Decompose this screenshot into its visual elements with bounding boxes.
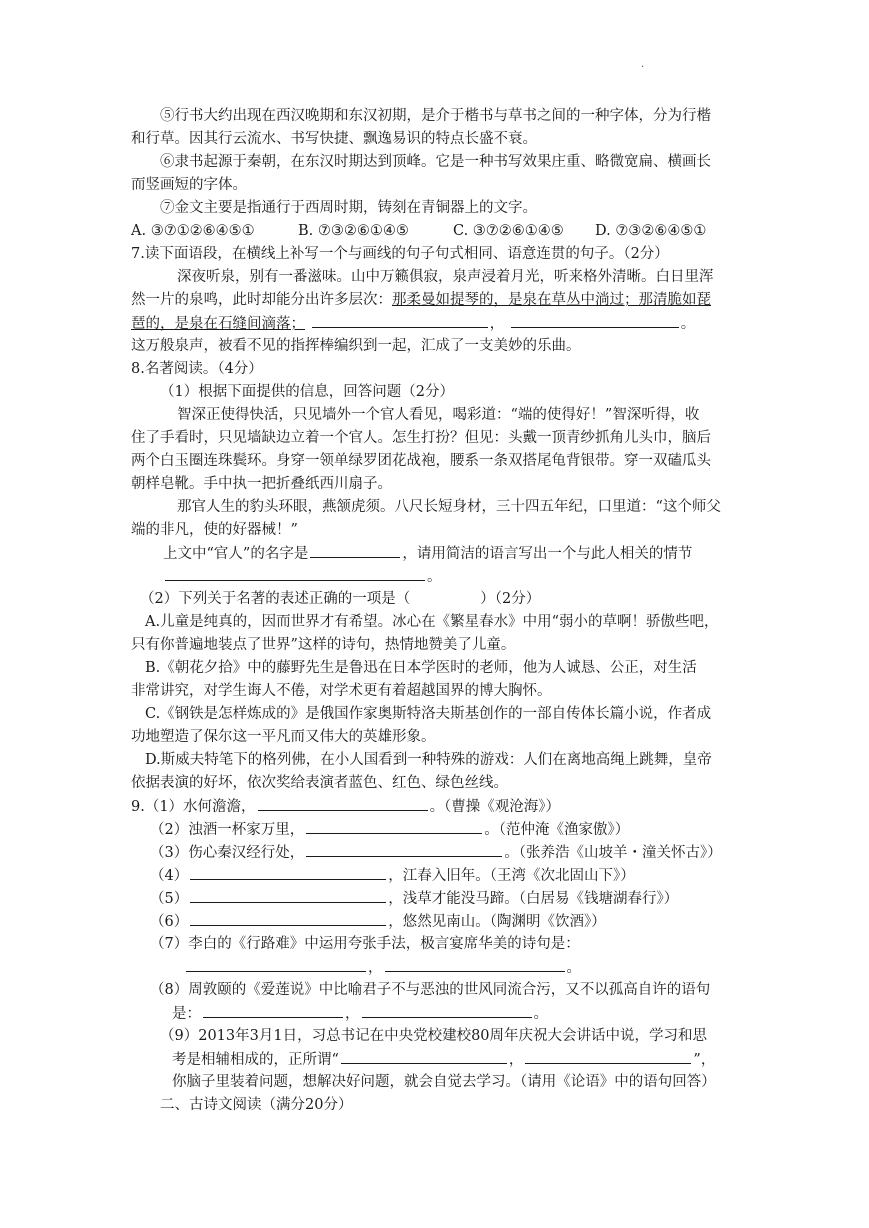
option-5-text-line2: 和行草。因其行云流水、书写快捷、飘逸易识的特点长盛不衰。	[131, 131, 537, 147]
poem-text: （3）伤心秦汉经行处，	[150, 845, 305, 861]
option-b-line1: B.《朝花夕拾》中的藤野先生是鲁迅在日本学医时的老师，他为人诚恳、公正，对生活	[145, 660, 697, 676]
prompt-text: （2）下列关于名著的表述正确的一项是（	[140, 591, 411, 607]
question-7-passage-line4: 这万般泉声，被看不见的指挥棒编织到一起，汇成了一支美妙的乐曲。	[131, 338, 581, 354]
answer-blank-7a[interactable]	[312, 312, 488, 328]
answer-blank-9-5[interactable]	[190, 887, 386, 903]
answer-blank-9-1[interactable]	[258, 795, 428, 811]
poem-fill-9-line3: 你脑子里装着问题，想解决好问题，就会自觉去学习。（请用《论语》中的语句回答）	[172, 1074, 716, 1090]
option-a-line1: A.儿童是纯真的，因而世界才有希望。冰心在《繁星春水》中用“弱小的草啊！骄傲些吧，	[145, 614, 719, 630]
poem-fill-1	[131, 795, 560, 818]
poem-number: （6）	[150, 914, 189, 930]
question-7-passage-line1: 深夜听泉，别有一番滋味。山中万籁俱寂，泉声浸着月光，听来格外清晰。白日里浑	[177, 269, 714, 285]
answer-choice-b: B. ⑦③②⑥①④⑤	[298, 223, 409, 239]
option-d-line2: 依据表演的好坏，依次奖给表演者蓝色、红色、绿色丝线。	[131, 775, 508, 791]
blank-separator: ，	[489, 316, 505, 332]
answer-choice-a: A. ③⑦①②⑥④⑤①	[131, 223, 255, 239]
option-a-line2: 只有你普遍地装点了世界”这样的诗句，热情地赞美了儿童。	[131, 637, 516, 653]
poem-text: ，江春入旧年。（王湾《次北固山下》）	[388, 868, 635, 884]
excerpt-line6: 端的非凡，使的好器械！”	[131, 522, 298, 538]
question-8-1-plot-line	[163, 565, 442, 588]
excerpt-line4: 朝样皂靴。手中执一把折叠纸西川扇子。	[131, 476, 392, 492]
question-8-2-prompt	[140, 588, 540, 610]
prompt-score: ）（2分）	[480, 591, 541, 607]
poem-text: 9.（1）水何澹澹，	[131, 799, 256, 815]
excerpt-line3: 两个白玉圈连珠鬓环。身穿一领单绿罗团花战袍，腰系一条双搭尾龟背银带。穿一双磕瓜头	[131, 453, 711, 469]
question-7-prompt: 7.读下面语段，在横线上补写一个与画线的句子句式相同、语意连贯的句子。（2分）	[131, 246, 669, 262]
poem-fill-3	[150, 841, 722, 864]
answer-blank-9-8a[interactable]	[203, 1002, 343, 1018]
poem-fill-4	[150, 864, 635, 887]
answer-blank-official-name[interactable]	[310, 542, 400, 558]
option-6-text-line1: ⑥隶书起源于秦朝，在东汉时期达到顶峰。它是一种书写效果庄重、略微宽扁、横画长	[160, 154, 711, 170]
blank-separator: ，	[345, 1006, 360, 1022]
answer-choice-d: D. ⑦③②⑥④⑤①	[595, 223, 707, 239]
excerpt-line1: 智深正使得快活，只见墙外一个官人看见，喝彩道：“端的使得好！”智深听得，收	[177, 407, 700, 423]
section-2-heading: 二、古诗文阅读（满分20分）	[160, 1097, 353, 1113]
passage-plain-text: 然一片的泉鸣，此时却能分出许多层次：	[131, 292, 392, 308]
blank-end: 。	[680, 316, 696, 332]
poem-source: 。（张养浩《山坡羊・潼关怀古》）	[504, 845, 722, 861]
answer-choice-c: C. ③⑦②⑥①④⑤	[453, 223, 564, 239]
answer-blank-9-4[interactable]	[190, 864, 386, 880]
option-c-line1: C.《钢铁是怎样炼成的》是俄国作家奥斯特洛夫斯基创作的一部自传体长篇小说，作者成	[145, 706, 712, 722]
answer-blank-plot[interactable]	[165, 565, 425, 581]
page-dot: ·	[641, 62, 645, 73]
question-8-title: 8.名著阅读。（4分）	[131, 361, 263, 377]
blank-end: 。	[427, 569, 442, 585]
question-7-passage-line2	[131, 289, 711, 311]
excerpt-line2: 住了手看时，只见墙缺边立着一个官人。怎生打扮？但见：头戴一顶青纱抓角儿头巾，脑后	[131, 430, 711, 446]
answer-blank-9-6[interactable]	[190, 910, 386, 926]
excerpt-line5: 那官人生的豹头环眼，燕颔虎须。八尺长短身材，三十四五年纪，口里道：“这个师父	[177, 499, 721, 515]
poem-text: ，悠然见南山。（陶渊明《饮酒》）	[388, 914, 606, 930]
blank-end: 。	[566, 960, 581, 976]
poem-number: （4）	[150, 868, 189, 884]
poem-fill-6	[150, 910, 606, 933]
option-d-line1: D.斯威夫特笔下的格列佛，在小人国看到一种特殊的游戏：人们在离地高绳上跳舞，皇帝	[145, 752, 712, 768]
prompt-text: 是：	[172, 1006, 201, 1022]
poem-source: 。（曹操《观沧海》）	[429, 799, 561, 815]
fill-prompt-continued: ，请用简洁的语言写出一个与此人相关的情节	[402, 546, 693, 562]
blank-separator: ，	[368, 960, 383, 976]
poem-fill-7-answer	[184, 956, 581, 979]
blank-end: ”，	[693, 1052, 716, 1068]
answer-blank-9-3[interactable]	[306, 841, 502, 857]
answer-blank-9-8b[interactable]	[362, 1002, 532, 1018]
answer-blank-9-7a[interactable]	[186, 956, 366, 972]
poem-source: 。（范仲淹《渔家傲》）	[484, 822, 630, 838]
poem-fill-7-prompt: （7）李白的《行路难》中运用夸张手法，极言宴席华美的诗句是：	[150, 936, 580, 952]
option-7-text: ⑦金文主要是指通行于西周时期，铸刻在青铜器上的文字。	[160, 200, 537, 216]
answer-blank-9-7b[interactable]	[385, 956, 565, 972]
poem-number: （5）	[150, 891, 189, 907]
poem-fill-2	[150, 818, 629, 841]
answer-blank-9-9b[interactable]	[525, 1048, 691, 1064]
poem-fill-9-line2	[172, 1048, 715, 1071]
question-8-1-prompt: （1）根据下面提供的信息，回答问题（2分）	[160, 384, 454, 400]
blank-end: 。	[533, 1006, 548, 1022]
answer-blank-9-9a[interactable]	[341, 1048, 507, 1064]
underlined-sentence: 那柔曼如提琴的，是泉在草丛中淌过；那清脆如琵	[392, 292, 711, 308]
poem-fill-8-prompt: （8）周敦颐的《爱莲说》中比喻君子不与恶浊的世风同流合污，又不以孤高自许的语句	[150, 982, 711, 998]
underlined-sentence-end: 琶的，是泉在石缝间滴落；	[131, 316, 305, 332]
fill-prompt: 上文中“官人”的名字是	[163, 546, 309, 562]
poem-fill-9-line1: （9）2013年3月1日，习总书记在中央党校建校80周年庆祝大会讲话中说，学习和思	[160, 1028, 708, 1044]
option-c-line2: 功地塑造了保尔这一平凡而又伟大的英雄形象。	[131, 729, 436, 745]
option-5-text-line1: ⑤行书大约出现在西汉晚期和东汉初期，是介于楷书与草书之间的一种字体，分为行楷	[160, 108, 711, 124]
question-7-passage-line3	[131, 312, 695, 335]
option-6-text-line2: 而竖画短的字体。	[131, 177, 247, 193]
prompt-text: 考是相辅相成的，正所谓“	[172, 1052, 339, 1068]
blank-separator: ，	[508, 1052, 524, 1068]
poem-text: ，浅草才能没马蹄。（白居易《钱塘湖春行》）	[388, 891, 679, 907]
answer-blank-9-2[interactable]	[306, 818, 482, 834]
poem-text: （2）浊酒一杯家万里，	[150, 822, 305, 838]
answer-blank-7b[interactable]	[511, 312, 679, 328]
poem-fill-5	[150, 887, 678, 910]
question-8-1-fill-line	[163, 542, 692, 565]
poem-fill-8-answer	[172, 1002, 548, 1025]
option-b-line2: 非常讲究，对学生诲人不倦，对学术更有着超越国界的博大胸怀。	[131, 683, 552, 699]
